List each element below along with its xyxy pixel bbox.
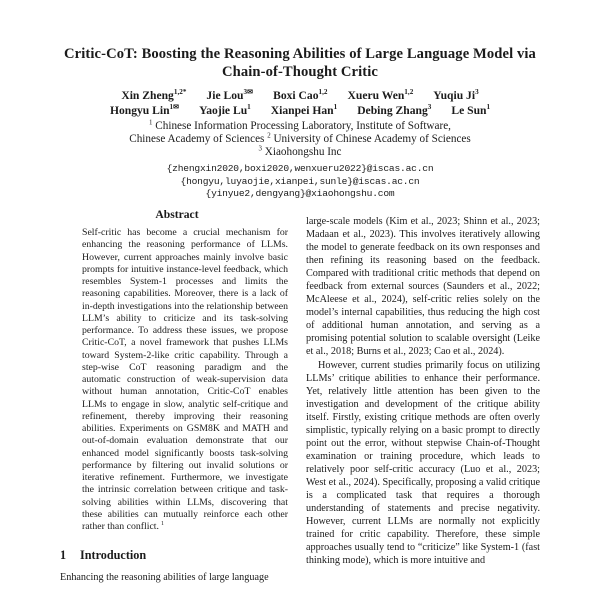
author-name: Xianpei Han [270,104,334,117]
affiliation-line [0,143,600,159]
affiliation-text: Xiaohongshu Inc [264,145,342,158]
author-superscript: 3✉ [243,88,254,97]
body-paragraph: However, current studies primarily focus on utilizing LLMs’ critique abilities to enhance their performance. Yet, relatively little attention has been given to the investigation and development of the critique ability itself. Firstly, existing critique methods are often overly simplistic, typically relying on a basic prompt to directly point out the error, without stepwise Chain-of-Thought examination or training procedure, which leads to relatively poor self-critic accuracy (Luo et al., 2023; West et al., 2024). Specifically, proposing a valid critique is a complicated task that requires a thorough understanding of statements and precise negativity. However, current LLMs are normally not explicitly trained for critic capability. Therefore, these simple approaches usually tend to “criticize” like System-1 (fast thinking mode), which is more intuitive and [306,359,540,567]
affiliation-superscript: 1 [149,118,153,127]
two-column-body [0,206,600,584]
author [199,104,251,118]
author-name: Yaojie Lu [199,104,248,117]
author-name: Le Sun [451,104,487,117]
author [357,104,431,118]
author-name: Xueru Wen [347,89,405,102]
author-superscript: 1 [486,103,491,112]
email-line: {zhengxin2020,boxi2020,wenxueru2022}@iscas.ac.cn [166,163,434,175]
author-superscript: 3 [475,88,479,97]
body-paragraph: large-scale models (Kim et al., 2023; Shinn et al., 2023; Madaan et al., 2023). This involves iteratively allowing the model to generate feedback on its own responses and then refining its reasoning based on the feedback. Compared with traditional critic methods that depend on feedback from external sources (Saunders et al., 2022; McAleese et al., 2024), self-critic relies solely on the model’s internal capabilities, thus reducing the high cost of additional human annotation, and serving as a promising potential solution to scalable oversight (Leike et al., 2018; Burns et al., 2023; Cao et al., 2024). [306,216,540,358]
affiliation-text: University of Chinese Academy of Sciences [273,132,471,145]
footnote-marker: 1 [160,520,165,527]
left-column [60,206,294,584]
page-title: Critic-CoT: Boosting the Reasoning Abilities of Large Language Model via Chain-of-Thought Critic [64,46,536,80]
paper-header [0,0,600,200]
author-name: Jie Lou [206,89,244,102]
author-name: Debing Zhang [357,104,428,117]
affiliation-line [0,133,600,146]
author-superscript: 1 [247,103,251,112]
author [271,104,337,118]
author [121,89,186,103]
affiliation-text: Chinese Information Processing Laboratory, Institute of Software, [155,120,451,132]
author-block [0,88,600,118]
author [451,104,490,118]
author [206,89,253,103]
abstract-body-text: Self-critic has become a crucial mechanism for enhancing the reasoning performance of LLMs. However, current approaches mainly involve basic prompts for intuitive instance-level feedback, which resembles System-1 processes and limits the reasoning capabilities. Moreover, there is a lack of in-depth investigations into the relationship between LLM’s ability to criticize and its task-solving performance. To address these issues, we propose Critic-CoT, a novel framework that pushes LLMs toward System-2-like critic capability. Through a step-wise CoT reasoning paradigm and the automatic construction of weak-supervision data without human annotation, Critic-CoT enables LLMs to engage in slow, analytic self-critique and refinement, thereby improving their reasoning abilities. Experiments on GSM8K and MATH and out-of-domain evaluation demonstrate that our enhanced model significantly boosts task-solving performance by filtering out invalid solutions or iterative refinement. Furthermore, we investigate the intrinsic correlation between critique and task-solving abilities within LLMs, discovering that these abilities can mutually reinforce each other rather than conflict. [82,227,288,532]
affiliation-line [0,120,600,133]
abstract-text [82,227,288,533]
author-superscript: 1,2 [404,88,414,97]
author-name: Yuqiu Ji [433,89,476,102]
author-row-1 [0,88,600,103]
affiliation-superscript: 3 [258,143,262,152]
author-superscript: 1✉ [169,103,180,112]
author-superscript: 1,2 [318,88,328,97]
intro-paragraph: Enhancing the reasoning abilities of large language [60,572,269,584]
affiliation-superscript: 2 [267,131,271,140]
author-superscript: 1 [333,103,338,112]
author [273,89,327,103]
section-heading-introduction [60,548,294,563]
section-number: 1 [60,548,67,563]
author-row-2 [0,103,600,118]
section-title: Introduction [80,548,147,563]
author [110,104,179,118]
affiliation-text: Chinese Academy of Sciences [129,132,265,145]
author-name: Hongyu Lin [109,104,170,117]
email-line: {yinyue2,dengyang}@xiaohongshu.com [205,187,395,199]
abstract-heading: Abstract [155,208,199,221]
affiliation-block [0,120,600,158]
author-superscript: 3 [427,103,432,112]
author-name: Boxi Cao [273,89,319,102]
email-line: {hongyu,luyaojie,xianpei,sunle}@iscas.ac.cn [180,175,420,187]
email-block [0,163,600,200]
author [348,89,414,103]
author-name: Xin Zheng [121,89,174,102]
author-superscript: 1,2* [173,88,187,97]
right-column [306,206,540,584]
